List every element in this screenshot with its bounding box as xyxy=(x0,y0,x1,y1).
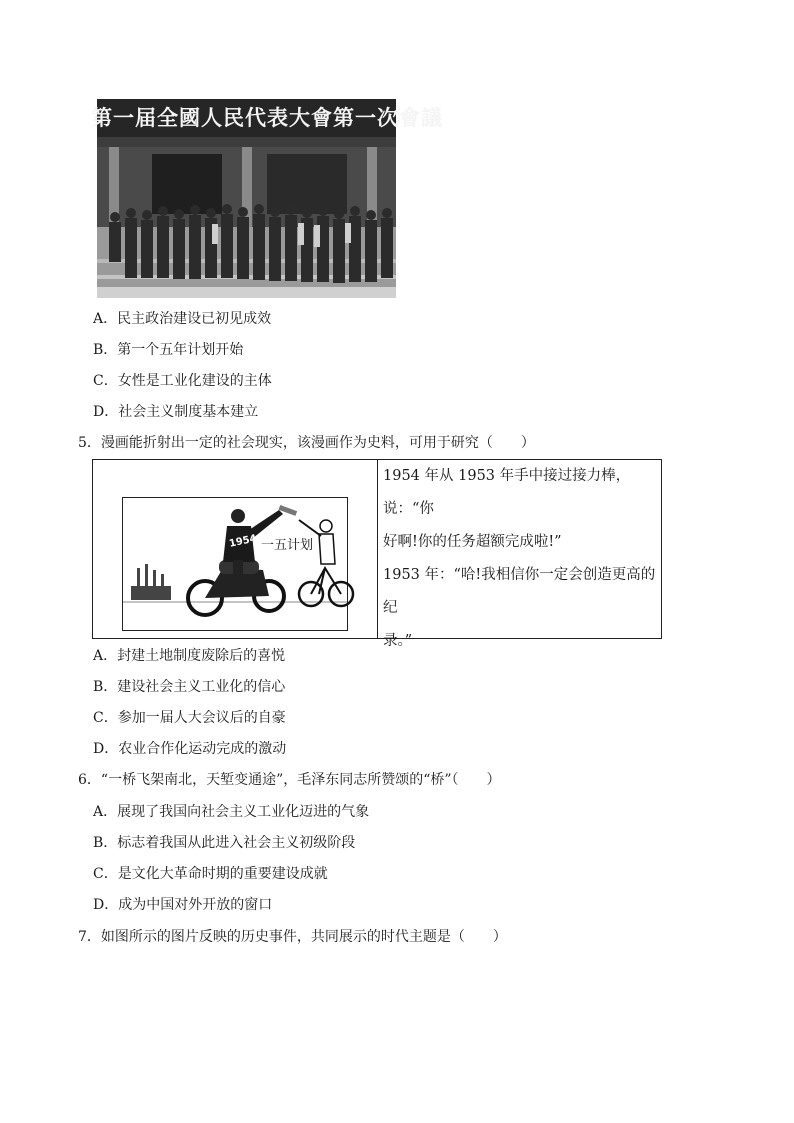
relay-cartoon xyxy=(122,497,348,631)
q5-option-d: D．农业合作化运动完成的激动 xyxy=(93,741,287,757)
q4-option-d: D．社会主义制度基本建立 xyxy=(93,404,259,420)
cartoon-plan-label: 一五计划 xyxy=(259,534,315,553)
congress-group-photo xyxy=(91,99,443,298)
q5-option-c: C．参加一届人大会议后的自豪 xyxy=(93,710,286,726)
q6-option-d: D．成为中国对外开放的窗口 xyxy=(93,897,273,913)
quote-line-1: 1954 年从 1953 年手中接过接力棒，说：“你 xyxy=(383,468,631,517)
q5-option-b: B．建设社会主义工业化的信心 xyxy=(93,679,286,695)
q6-stem: 6．“一桥飞架南北，天堑变通途”，毛泽东同志所赞颂的“桥”（ ） xyxy=(78,772,501,788)
q6-option-b: B．标志着我国从此进入社会主义初级阶段 xyxy=(93,835,356,851)
q4-option-b: B．第一个五年计划开始 xyxy=(93,342,244,358)
q5-stem: 5．漫画能折射出一定的社会现实，该漫画作为史料，可用于研究（ ） xyxy=(78,435,535,451)
q5-material-table xyxy=(92,459,662,649)
quote-line-3: 1953 年：“哈!我相信你一定会创造更高的纪 xyxy=(383,567,656,616)
q7-stem: 7．如图所示的图片反映的历史事件，共同展示的时代主题是（ ） xyxy=(78,929,507,945)
cartoon-quote xyxy=(383,460,659,658)
quote-line-4: 录。” xyxy=(383,633,413,649)
q6-option-a: A．展现了我国向社会主义工业化迈进的气象 xyxy=(93,804,370,820)
q4-option-a: A．民主政治建设已初见成效 xyxy=(93,311,272,327)
relay-cartoon-image xyxy=(123,498,347,630)
quote-line-2: 好啊!你的任务超额完成啦!” xyxy=(383,534,562,550)
q6-option-c: C．是文化大革命时期的重要建设成就 xyxy=(93,866,328,882)
photo-banner-text: 第一届全國人民代表大會第一次會議 xyxy=(91,106,443,130)
q4-option-c: C．女性是工业化建设的主体 xyxy=(93,373,272,389)
q5-option-a: A．封建土地制度废除后的喜悦 xyxy=(93,648,286,664)
table-divider xyxy=(377,460,378,638)
cartoon-year-label: 1954 xyxy=(228,533,258,550)
